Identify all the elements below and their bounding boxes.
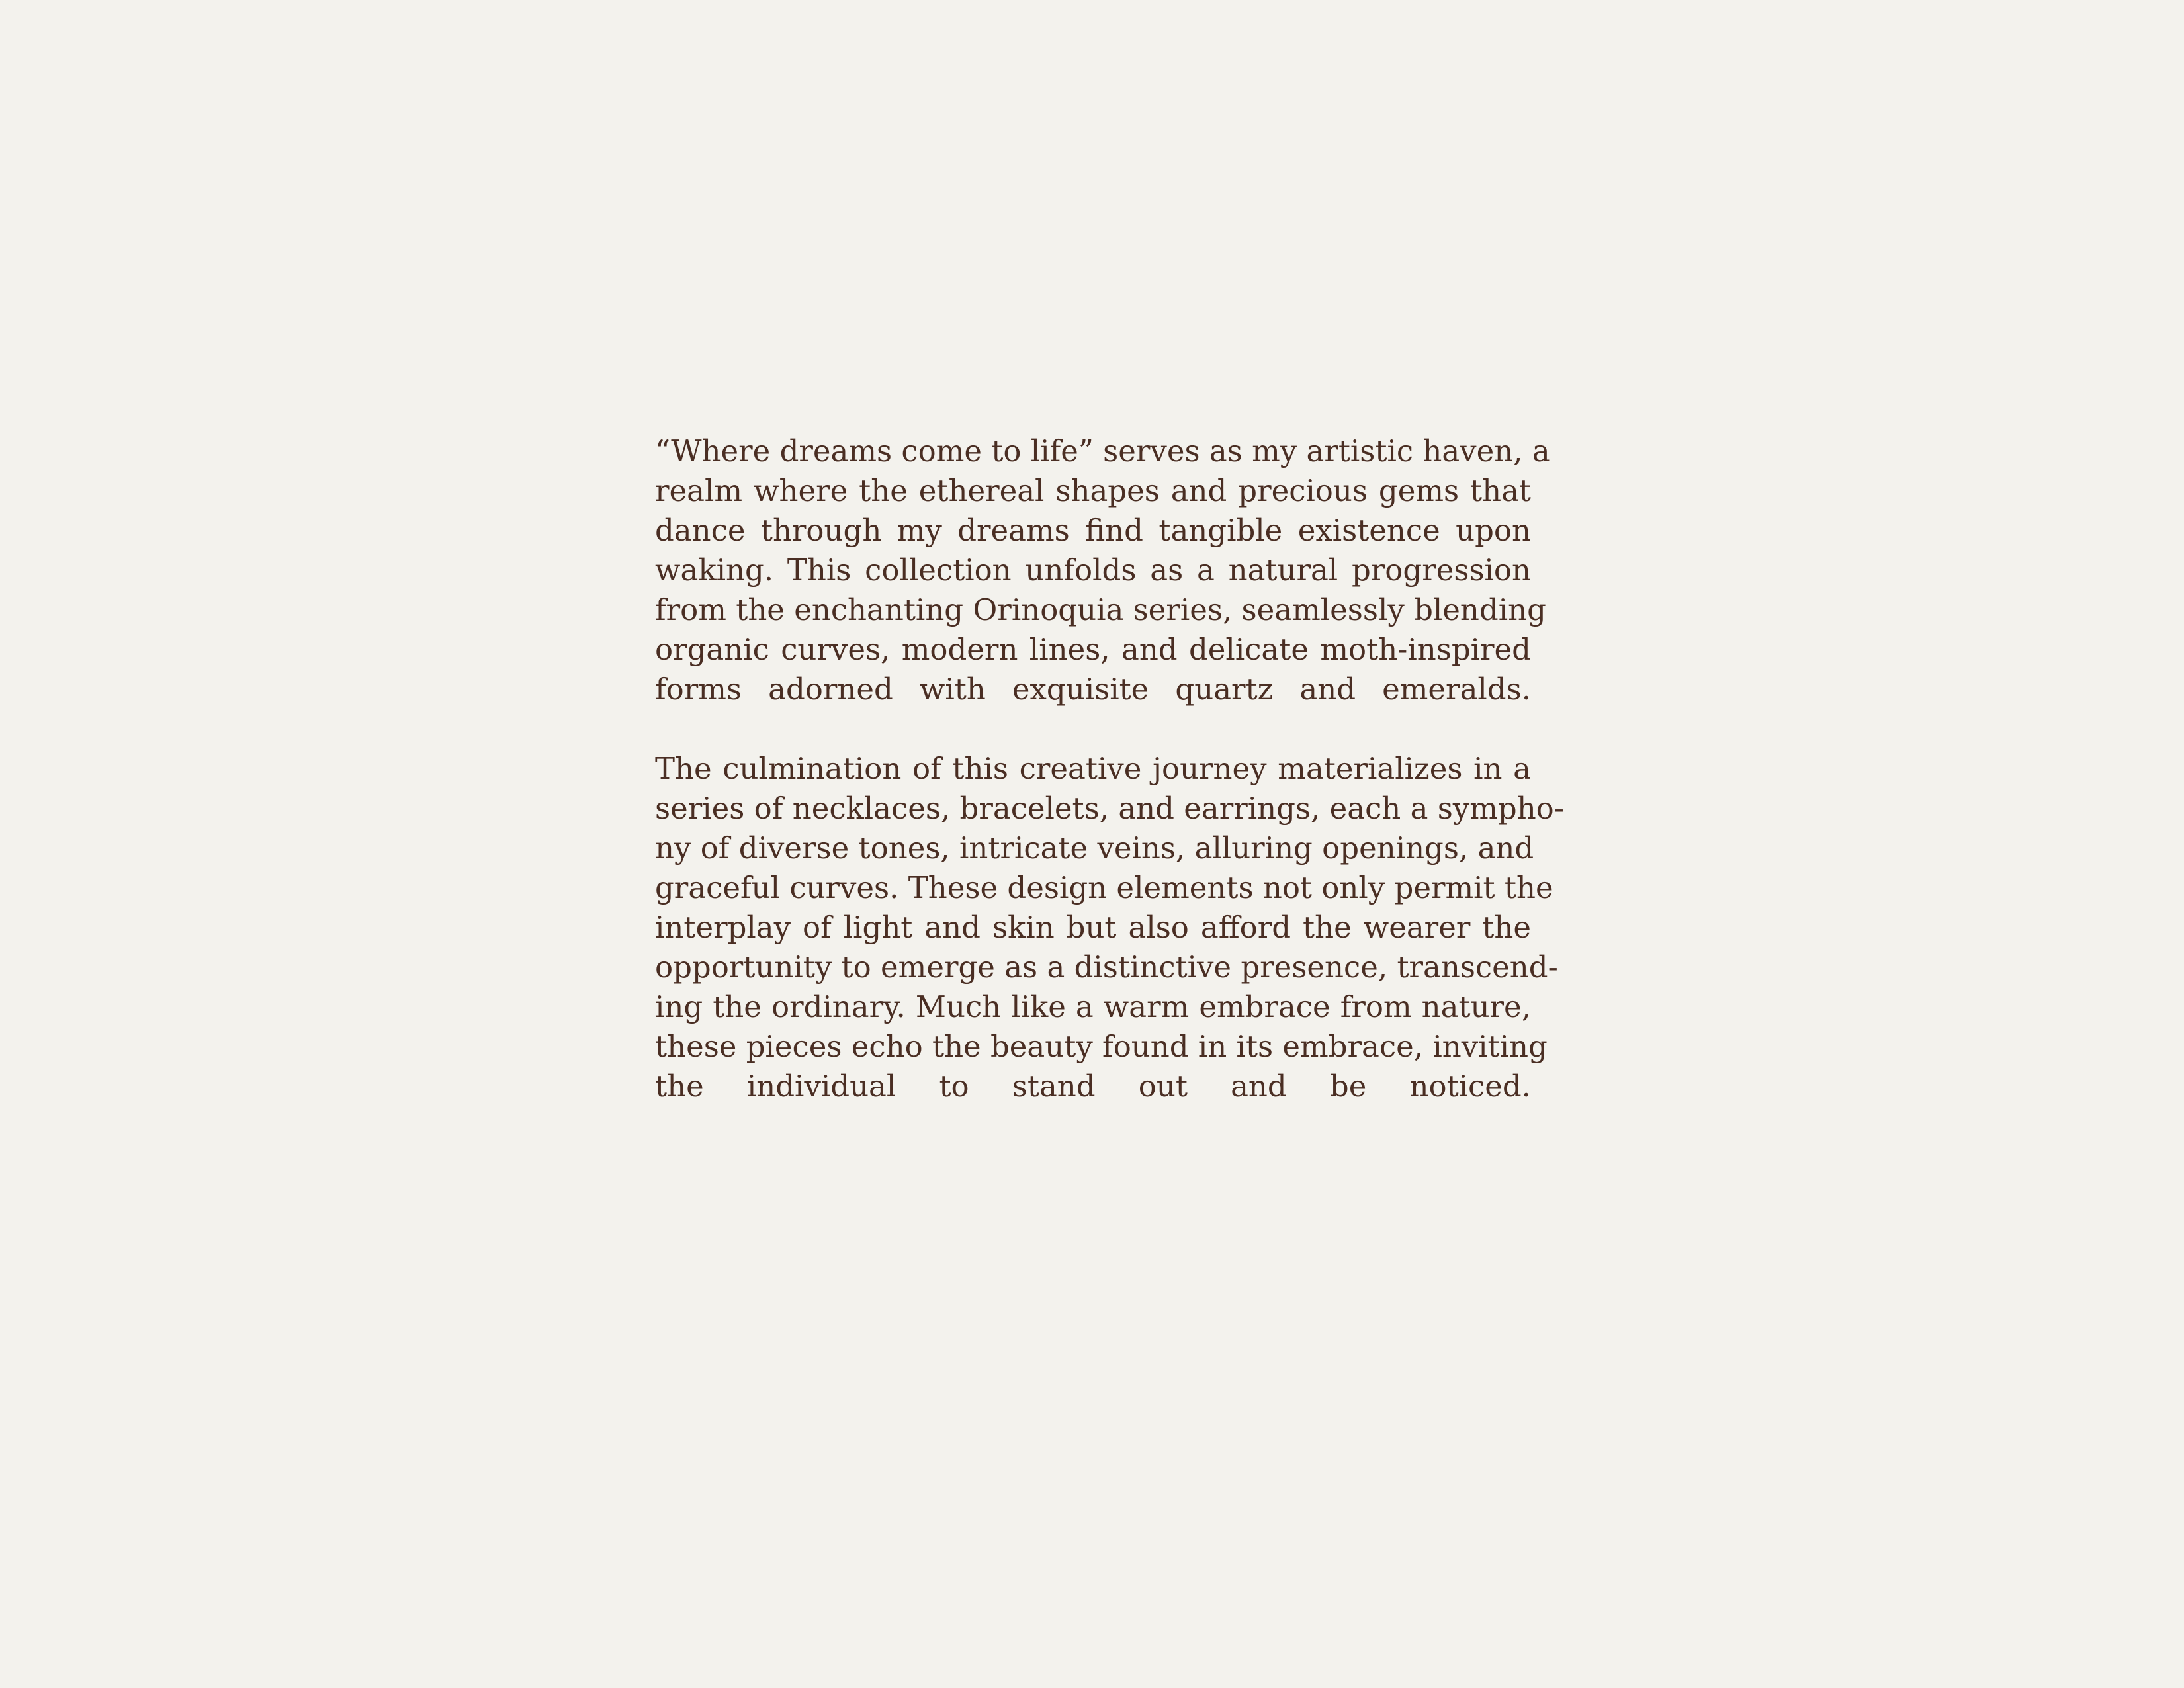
paragraph-line: ny of diverse tones, intricate veins, alluring openings, and	[655, 830, 1534, 866]
paragraph-2	[655, 749, 1564, 1106]
paragraph-line: organic curves, modern lines, and delicate moth-inspired	[655, 632, 1531, 667]
paragraph-line: interplay of light and skin but also afford the wearer the	[655, 910, 1531, 945]
paragraph-line: forms adorned with exquisite quartz and emeralds.	[655, 672, 1531, 707]
text-column	[655, 431, 1564, 1106]
paragraph-line: series of necklaces, bracelets, and earrings, each a sympho-	[655, 791, 1564, 826]
paragraph-line: ing the ordinary. Much like a warm embrace from nature,	[655, 989, 1531, 1024]
paragraph-line: from the enchanting Orinoquia series, seamlessly blending	[655, 592, 1546, 627]
paragraph-line: the individual to stand out and be noticed.	[655, 1069, 1531, 1104]
paragraph-line: graceful curves. These design elements not only permit the	[655, 870, 1553, 905]
paragraph-line: opportunity to emerge as a distinctive presence, transcend-	[655, 950, 1558, 985]
paragraph-spacer	[655, 709, 1531, 749]
paragraph-line: waking. This collection unfolds as a natural progression	[655, 553, 1531, 588]
paragraph-line: these pieces echo the beauty found in its embrace, inviting	[655, 1029, 1548, 1064]
paragraph-line: The culmination of this creative journey materializes in a	[655, 751, 1531, 786]
paragraph-1	[655, 431, 1550, 709]
paragraph-line: dance through my dreams find tangible existence upon	[655, 513, 1531, 548]
paragraph-line: realm where the ethereal shapes and precious gems that	[655, 473, 1531, 508]
paragraph-line: “Where dreams come to life” serves as my artistic haven, a	[655, 433, 1550, 468]
